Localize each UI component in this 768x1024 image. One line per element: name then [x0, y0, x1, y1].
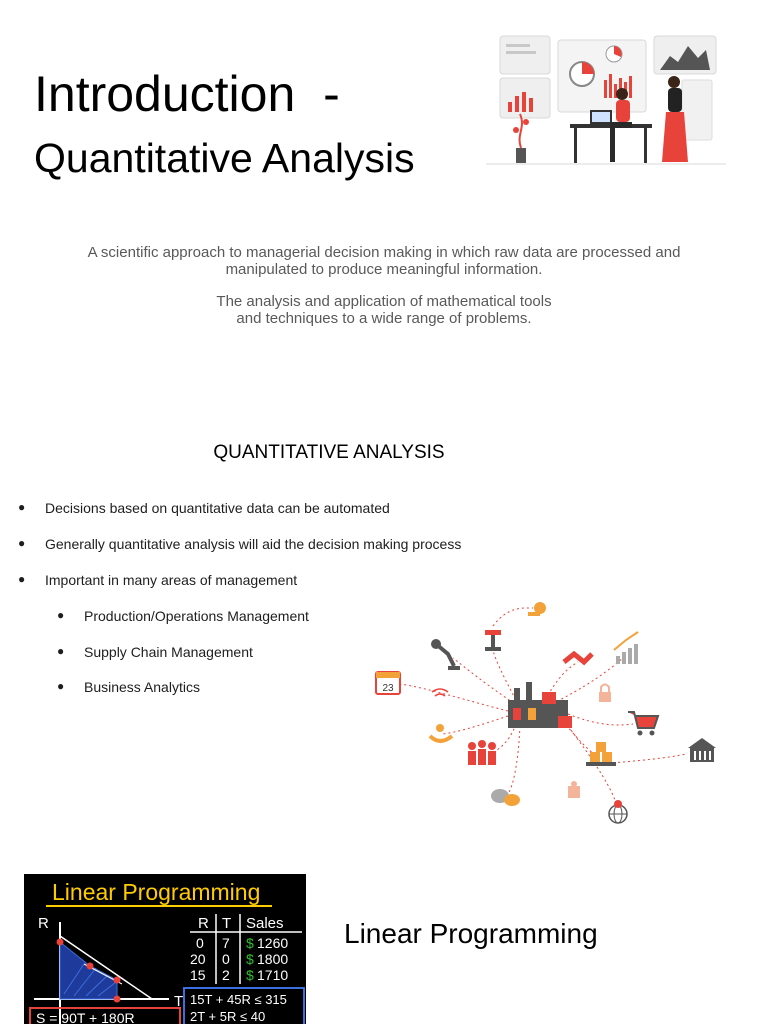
- lp-table-cell: 20: [190, 951, 206, 967]
- factory-icon: [508, 682, 572, 728]
- page-title-line2: Quantitative Analysis: [34, 135, 415, 181]
- plant-hand-icon: [430, 724, 452, 741]
- conveyor-icon: [485, 630, 501, 651]
- lp-table-cell: 0: [222, 951, 230, 967]
- boxes-icon: [586, 742, 616, 766]
- data-analysis-illustration: [486, 22, 726, 172]
- puzzle-icon: [568, 781, 580, 798]
- lp-table-cell: $: [246, 951, 254, 967]
- chat-bubble-icon: [491, 789, 520, 806]
- lp-table-cell: $: [246, 967, 254, 983]
- intro-paragraph-2: [30, 293, 738, 327]
- intro-paragraph-1: [30, 244, 738, 278]
- bullet-dot-icon: ●: [57, 608, 65, 622]
- lp-table-header-r: R: [198, 915, 209, 932]
- people-icon: [468, 740, 496, 765]
- robot-arm-icon: [431, 639, 460, 670]
- lp-table-cell: $: [246, 935, 254, 951]
- bullet-text: Generally quantitative analysis will aid the decision making process: [45, 536, 462, 552]
- lp-constraint-text: 2T + 5R ≤ 40: [190, 1009, 266, 1024]
- intro-paragraph-1-line1: A scientific approach to managerial decision making in which raw data are processed and: [87, 244, 681, 261]
- lp-table-cell: 1260: [257, 935, 289, 951]
- lock-icon: [599, 685, 611, 703]
- page-title-line1: Introduction -: [34, 66, 340, 122]
- calendar-icon: [376, 672, 400, 694]
- lp-table-cell: 15: [190, 967, 206, 983]
- bullet-dot-icon: ●: [57, 679, 65, 693]
- calendar-day-text: 23: [382, 683, 394, 694]
- lp-vertex-point: [57, 939, 64, 946]
- section-heading: QUANTITATIVE ANALYSIS: [213, 442, 445, 463]
- lp-objective-text: S = 90T + 180R: [36, 1010, 135, 1024]
- linear-programming-image: [24, 874, 306, 1024]
- lp-table-header-t: T: [222, 915, 232, 932]
- intro-paragraph-1-line2: manipulated to produce meaningful information.: [225, 261, 543, 278]
- bullet-dot-icon: ●: [18, 500, 26, 514]
- bullet-text: Decisions based on quantitative data can be automated: [45, 500, 390, 516]
- lp-table-cell: 2: [222, 967, 230, 983]
- bullet-dot-icon: ●: [18, 536, 26, 550]
- lp-axis-r-label: R: [38, 915, 49, 932]
- warehouse-icon: [688, 738, 716, 762]
- sub-bullet-text: Business Analytics: [84, 679, 200, 695]
- bullet-text: Important in many areas of management: [45, 572, 298, 588]
- globe-location-icon: [609, 800, 627, 823]
- lp-vertex-point: [87, 963, 94, 970]
- lp-table-cell: 1800: [257, 951, 289, 967]
- lp-vertex-point: [114, 996, 121, 1003]
- intro-paragraph-2-line1: The analysis and application of mathematical tools: [216, 293, 552, 310]
- bullet-dot-icon: ●: [57, 644, 65, 658]
- supply-chain-hub-illustration: [368, 596, 726, 828]
- linear-programming-heading: Linear Programming: [344, 918, 598, 949]
- lp-image-title: Linear Programming: [52, 879, 261, 905]
- lp-table-header-sales: Sales: [246, 915, 284, 932]
- sub-bullet-text: Supply Chain Management: [84, 644, 253, 660]
- lp-vertex-point: [114, 977, 121, 984]
- lp-constraint-text: 15T + 45R ≤ 315: [190, 992, 287, 1007]
- key-icon: [528, 602, 546, 616]
- bullet-dot-icon: ●: [18, 572, 26, 586]
- lp-table-cell: 0: [196, 935, 204, 951]
- lp-table-cell: 7: [222, 935, 230, 951]
- lp-table-cell: 1710: [257, 967, 289, 983]
- sub-bullet-text: Production/Operations Management: [84, 608, 309, 624]
- growth-chart-icon: [614, 632, 638, 664]
- handshake-icon: [564, 654, 592, 662]
- intro-paragraph-2-line2: and techniques to a wide range of problems.: [236, 310, 532, 327]
- lp-axis-t-label: T: [174, 993, 184, 1010]
